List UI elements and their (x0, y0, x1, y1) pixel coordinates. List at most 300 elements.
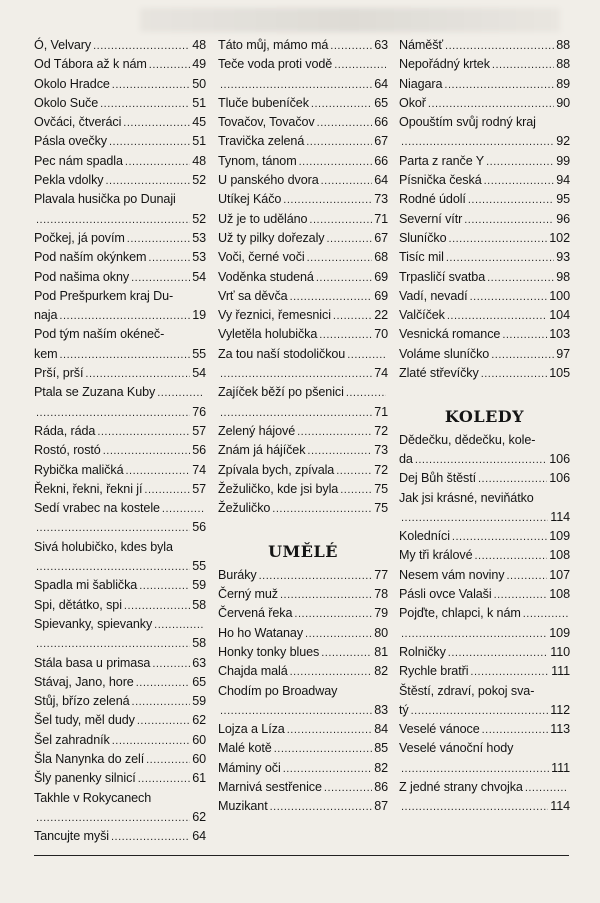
index-entry (399, 345, 570, 364)
entry-title: Spi, dětátko, spi (34, 597, 122, 612)
index-entry (399, 113, 570, 152)
leader-dots (152, 655, 190, 674)
entry-line-1 (399, 739, 570, 758)
entry-title: Šel tudy, měl dudy (34, 713, 135, 728)
leader-dots (446, 249, 554, 268)
index-entry (34, 422, 206, 441)
leader-dots (428, 95, 554, 114)
index-entry (34, 441, 206, 460)
index-entry (399, 248, 570, 267)
leader-dots (492, 56, 554, 75)
leader-dots (138, 770, 190, 789)
entry-page-number: 70 (374, 327, 388, 342)
entry-page-number: 72 (374, 423, 388, 438)
leader-dots (112, 732, 190, 751)
leader-dots (299, 153, 373, 172)
index-entry (218, 152, 388, 171)
entry-page-number: 92 (556, 134, 570, 149)
entry-page-number: 61 (192, 771, 206, 786)
entry-page-number: 99 (556, 153, 570, 168)
leader-dots (326, 230, 372, 249)
index-entry (218, 441, 388, 460)
entry-page-number: 69 (374, 288, 388, 303)
entry-page-number: 60 (192, 732, 206, 747)
entry-page-number: 82 (374, 760, 388, 775)
leader-dots (340, 481, 372, 500)
entry-page-number: 65 (192, 674, 206, 689)
leader-dots (321, 172, 373, 191)
entry-title: Muzikant (218, 799, 268, 814)
leader-dots (333, 307, 372, 326)
entry-line-1 (399, 489, 570, 508)
index-entry (218, 306, 388, 325)
entry-title: Zpívala bych, zpívala (218, 462, 335, 477)
index-entry (218, 778, 388, 797)
entry-line-2 (34, 518, 206, 537)
index-entry (218, 422, 388, 441)
index-entry (34, 576, 206, 595)
leader-dots (347, 346, 386, 365)
leader-dots (220, 365, 372, 384)
entry-line-1 (218, 383, 388, 402)
index-entry (218, 624, 388, 643)
entry-page-number: 88 (556, 57, 570, 72)
entry-title: Zelený hájové (218, 423, 296, 438)
entry-page-number: 48 (192, 153, 206, 168)
entry-page-number: 80 (374, 625, 388, 640)
entry-page-number: 114 (550, 509, 570, 524)
entry-page-number: 94 (556, 173, 570, 188)
entry-page-number: 109 (549, 529, 570, 544)
entry-title: Pec nám spadla (34, 153, 123, 168)
leader-dots (124, 597, 190, 616)
entry-title: Okolo Hradce (34, 76, 110, 91)
entry-line-1 (399, 682, 570, 701)
entry-page-number: 52 (192, 211, 206, 226)
entry-page-number: 71 (374, 404, 388, 419)
entry-page-number: 100 (549, 288, 570, 303)
leader-dots (448, 644, 548, 663)
entry-title: Červená řeka (218, 606, 293, 621)
entry-title: Počkej, já povím (34, 230, 125, 245)
entry-title: Tovačov, Tovačov (218, 115, 315, 130)
index-entry (34, 615, 206, 654)
entry-page-number: 66 (374, 153, 388, 168)
entry-page-number: 108 (549, 587, 570, 602)
index-entry (34, 287, 206, 326)
leader-dots (154, 616, 204, 635)
leader-dots (144, 481, 190, 500)
entry-title: Rostó, rostó (34, 443, 101, 458)
index-entry (34, 325, 206, 364)
index-list-3a (399, 36, 570, 383)
entry-title: Pojďte, chlapci, k nám (399, 606, 521, 621)
index-list-2a (218, 36, 388, 518)
leader-dots (336, 462, 372, 481)
entry-page-number: 74 (192, 462, 206, 477)
leader-dots (127, 230, 190, 249)
entry-page-number: 76 (192, 404, 206, 419)
leader-dots (103, 442, 190, 461)
entry-line-2 (218, 364, 388, 383)
entry-page-number: 67 (374, 230, 388, 245)
entry-title: Tluče bubeníček (218, 95, 309, 110)
bleed-through-shadow (140, 8, 560, 32)
index-entry (399, 431, 570, 470)
entry-page-number: 57 (192, 481, 206, 496)
leader-dots (111, 828, 190, 847)
index-entry (218, 325, 388, 344)
entry-title: Zajíček běží po pšenici (218, 385, 344, 400)
leader-dots (307, 249, 373, 268)
entry-page-number: 56 (192, 443, 206, 458)
leader-dots (491, 346, 554, 365)
entry-line-1 (34, 538, 206, 557)
leader-dots (506, 567, 547, 586)
leader-dots (149, 56, 190, 75)
entry-page-number: 114 (550, 799, 570, 814)
leader-dots (220, 404, 372, 423)
index-entry (34, 827, 206, 846)
index-entry (399, 364, 570, 383)
leader-dots (106, 172, 191, 191)
entry-page-number: 97 (556, 346, 570, 361)
entry-title: U panského dvora (218, 173, 319, 188)
index-entry (218, 499, 388, 518)
entry-page-number: 57 (192, 423, 206, 438)
entry-title: Valčíček (399, 308, 445, 323)
entry-title: Sivá holubičko, kdes byla (34, 539, 173, 554)
entry-title: Veselé vánoce (399, 722, 480, 737)
leader-dots (36, 558, 190, 577)
entry-title: Prší, prší (34, 366, 84, 381)
index-entry (399, 190, 570, 209)
entry-line-2 (34, 345, 206, 364)
entry-page-number: 52 (192, 173, 206, 188)
index-entry (34, 171, 206, 190)
leader-dots (447, 307, 547, 326)
leader-dots (280, 586, 372, 605)
entry-title: Rolničky (399, 644, 446, 659)
entry-title: Voči, černé voči (218, 250, 305, 265)
leader-dots (220, 76, 372, 95)
entry-line-1 (399, 604, 570, 623)
leader-dots (60, 346, 191, 365)
leader-dots (486, 153, 554, 172)
entry-line-2 (399, 759, 570, 778)
leader-dots (478, 470, 547, 489)
leader-dots (270, 798, 373, 817)
entry-page-number: 51 (192, 134, 206, 149)
entry-title-continued: da (399, 451, 413, 466)
entry-page-number: 90 (556, 95, 570, 110)
index-entry (218, 287, 388, 306)
entry-page-number: 64 (374, 76, 388, 91)
entry-page-number: 79 (374, 606, 388, 621)
entry-title: Pásli ovce Valaši (399, 587, 492, 602)
entry-page-number: 50 (192, 76, 206, 91)
entry-page-number: 74 (374, 366, 388, 381)
index-entry (218, 190, 388, 209)
entry-title: Štěstí, zdraví, pokoj sva- (399, 683, 535, 698)
entry-line-1 (34, 190, 206, 209)
entry-page-number: 89 (556, 76, 570, 91)
entry-title: Severní vítr (399, 211, 463, 226)
entry-page-number: 64 (192, 829, 206, 844)
leader-dots (294, 605, 372, 624)
entry-page-number: 63 (192, 655, 206, 670)
entry-title: Dej Bůh štěstí (399, 471, 476, 486)
entry-title: Pod naším okýnkem (34, 250, 147, 265)
entry-page-number: 81 (374, 644, 388, 659)
leader-dots (287, 721, 372, 740)
entry-title: Nesem vám noviny (399, 567, 505, 582)
index-entry (34, 268, 206, 287)
entry-page-number: 85 (374, 741, 388, 756)
leader-dots (36, 404, 190, 423)
entry-title: Honky tonky blues (218, 644, 320, 659)
entry-page-number: 19 (192, 308, 206, 323)
entry-title: Vesnická romance (399, 327, 501, 342)
entry-title: Vrť sa děvča (218, 288, 288, 303)
leader-dots (305, 625, 372, 644)
entry-line-2 (34, 210, 206, 229)
leader-dots (36, 211, 190, 230)
index-column-1 (34, 36, 206, 846)
entry-title: Stála basa u primasa (34, 655, 151, 670)
index-entry (399, 152, 570, 171)
entry-title: Voláme sluníčko (399, 346, 490, 361)
entry-title: Máminy oči (218, 760, 281, 775)
entry-title: Marnivá sestřenice (218, 779, 322, 794)
entry-page-number: 109 (549, 625, 570, 640)
entry-page-number: 54 (192, 269, 206, 284)
leader-dots (321, 644, 372, 663)
index-entry (218, 585, 388, 604)
entry-title: Buráky (218, 567, 257, 582)
index-entry (218, 739, 388, 758)
leader-dots (297, 423, 372, 442)
leader-dots (36, 519, 190, 538)
index-entry (218, 210, 388, 229)
entry-page-number: 75 (374, 481, 388, 496)
index-entry (34, 538, 206, 577)
leader-dots (309, 211, 372, 230)
entry-title: Stůj, břízo zelená (34, 694, 130, 709)
leader-dots (274, 740, 372, 759)
leader-dots (324, 779, 372, 798)
entry-page-number: 78 (374, 587, 388, 602)
index-entry (218, 36, 388, 55)
index-entry (399, 643, 570, 662)
entry-title: Trpasličí svatba (399, 269, 486, 284)
index-entry (399, 682, 570, 721)
entry-page-number: 66 (374, 115, 388, 130)
leader-dots (401, 625, 547, 644)
entry-title: Rybička maličká (34, 462, 124, 477)
entry-page-number: 96 (556, 211, 570, 226)
entry-title-continued: kem (34, 346, 58, 361)
entry-title: Teče voda proti vodě (218, 57, 333, 72)
leader-dots (59, 307, 190, 326)
entry-page-number: 110 (550, 644, 570, 659)
leader-dots (319, 326, 372, 345)
entry-title: Spadla mi šablička (34, 578, 138, 593)
entry-title: Voděnka studená (218, 269, 314, 284)
index-entry (218, 171, 388, 190)
leader-dots (100, 95, 190, 114)
leader-dots (132, 693, 191, 712)
entry-page-number: 56 (192, 520, 206, 535)
entry-title: Vy řeznici, řemesnici (218, 308, 331, 323)
leader-dots (487, 269, 554, 288)
leader-dots (311, 95, 372, 114)
leader-dots (36, 809, 190, 828)
index-entry (399, 662, 570, 681)
entry-title: My tři králové (399, 548, 473, 563)
leader-dots (123, 114, 190, 133)
leader-dots (464, 211, 554, 230)
entry-title: Pod našima okny (34, 269, 130, 284)
entry-title: Takhle v Rokycanech (34, 790, 152, 805)
index-entry (34, 461, 206, 480)
index-entry (34, 750, 206, 769)
leader-dots (481, 365, 548, 384)
entry-page-number: 107 (549, 567, 570, 582)
leader-dots (401, 760, 549, 779)
index-entry (218, 383, 388, 422)
index-entry (218, 113, 388, 132)
index-list-3b (399, 431, 570, 817)
entry-title: Koledníci (399, 529, 450, 544)
entry-line-2 (399, 624, 570, 643)
leader-dots (283, 760, 373, 779)
index-entry (218, 566, 388, 585)
entry-line-1 (399, 113, 570, 132)
leader-dots (112, 76, 190, 95)
index-column-2 (218, 36, 388, 817)
entry-page-number: 88 (556, 38, 570, 52)
entry-page-number: 51 (192, 95, 206, 110)
leader-dots (139, 577, 190, 596)
entry-title: Tisíc mil (399, 250, 444, 265)
entry-title: Chajda malá (218, 664, 288, 679)
leader-dots (85, 365, 190, 384)
index-entry (399, 306, 570, 325)
section-heading-umele: UMĚLÉ (268, 541, 338, 561)
leader-dots (494, 586, 548, 605)
entry-title: Šel zahradník (34, 732, 110, 747)
index-entry (34, 94, 206, 113)
leader-dots (162, 500, 204, 519)
entry-page-number: 73 (374, 192, 388, 207)
entry-title: Černý muž (218, 587, 278, 602)
entry-line-2 (218, 701, 388, 720)
entry-title: Písnička česká (399, 173, 482, 188)
entry-page-number: 54 (192, 366, 206, 381)
index-entry (218, 682, 388, 721)
index-entry (34, 75, 206, 94)
index-entry (399, 229, 570, 248)
index-entry (218, 248, 388, 267)
entry-page-number: 69 (374, 269, 388, 284)
index-entry (399, 171, 570, 190)
entry-page-number: 58 (192, 597, 206, 612)
leader-dots (401, 133, 554, 152)
leader-dots (220, 702, 372, 721)
entry-page-number: 73 (374, 443, 388, 458)
entry-title: Ptala se Zuzana Kuby (34, 385, 156, 400)
entry-title: Sluníčko (399, 230, 447, 245)
bottom-rule (34, 855, 569, 856)
entry-line-2 (34, 808, 206, 827)
entry-page-number: 49 (192, 57, 206, 72)
entry-line-1 (34, 499, 206, 518)
index-entry (218, 643, 388, 662)
entry-page-number: 93 (556, 250, 570, 265)
index-entry (34, 113, 206, 132)
leader-dots (482, 721, 549, 740)
entry-title: Ho ho Watanay (218, 625, 304, 640)
entry-page-number: 112 (550, 702, 570, 717)
entry-title: Travička zelená (218, 134, 305, 149)
section-heading-koledy: KOLEDY (444, 406, 525, 426)
entry-page-number: 106 (549, 451, 570, 466)
entry-title-continued: tý (399, 702, 409, 717)
entry-page-number: 55 (192, 346, 206, 361)
leader-dots (468, 191, 554, 210)
leader-dots (334, 56, 386, 75)
entry-page-number: 65 (374, 95, 388, 110)
leader-dots (290, 288, 373, 307)
entry-title: Okoř (399, 95, 426, 110)
leader-dots (290, 663, 373, 682)
entry-line-1 (218, 55, 388, 74)
index-entry (218, 461, 388, 480)
entry-line-1 (34, 287, 206, 306)
index-entry (218, 345, 388, 384)
index-entry (399, 268, 570, 287)
entry-title: Řekni, řekni, řekni jí (34, 481, 143, 496)
entry-title: Utíkej Káčo (218, 192, 282, 207)
leader-dots (136, 674, 190, 693)
index-entry (399, 75, 570, 94)
entry-page-number: 72 (374, 462, 388, 477)
entry-page-number: 108 (549, 548, 570, 563)
entry-title: Dědečku, dědečku, kole- (399, 432, 536, 447)
index-column-3 (399, 36, 570, 817)
entry-title: Okolo Suče (34, 95, 99, 110)
entry-page-number: 53 (192, 230, 206, 245)
leader-dots (36, 635, 190, 654)
index-entry (34, 711, 206, 730)
entry-page-number: 113 (550, 722, 570, 737)
entry-page-number: 75 (374, 501, 388, 516)
index-entry (399, 566, 570, 585)
entry-title: Ovčáci, čtveráci (34, 115, 122, 130)
entry-page-number: 55 (192, 559, 206, 574)
index-entry (399, 720, 570, 739)
leader-dots (401, 798, 548, 817)
entry-page-number: 22 (374, 308, 388, 323)
entry-title: Od Tábora až k nám (34, 57, 147, 72)
entry-line-2 (34, 403, 206, 422)
entry-page-number: 86 (374, 779, 388, 794)
leader-dots (502, 326, 547, 345)
entry-title: Pod Prešpurkem kraj Du- (34, 288, 174, 303)
entry-title: Znám já hájíček (218, 443, 306, 458)
entry-line-2 (218, 403, 388, 422)
